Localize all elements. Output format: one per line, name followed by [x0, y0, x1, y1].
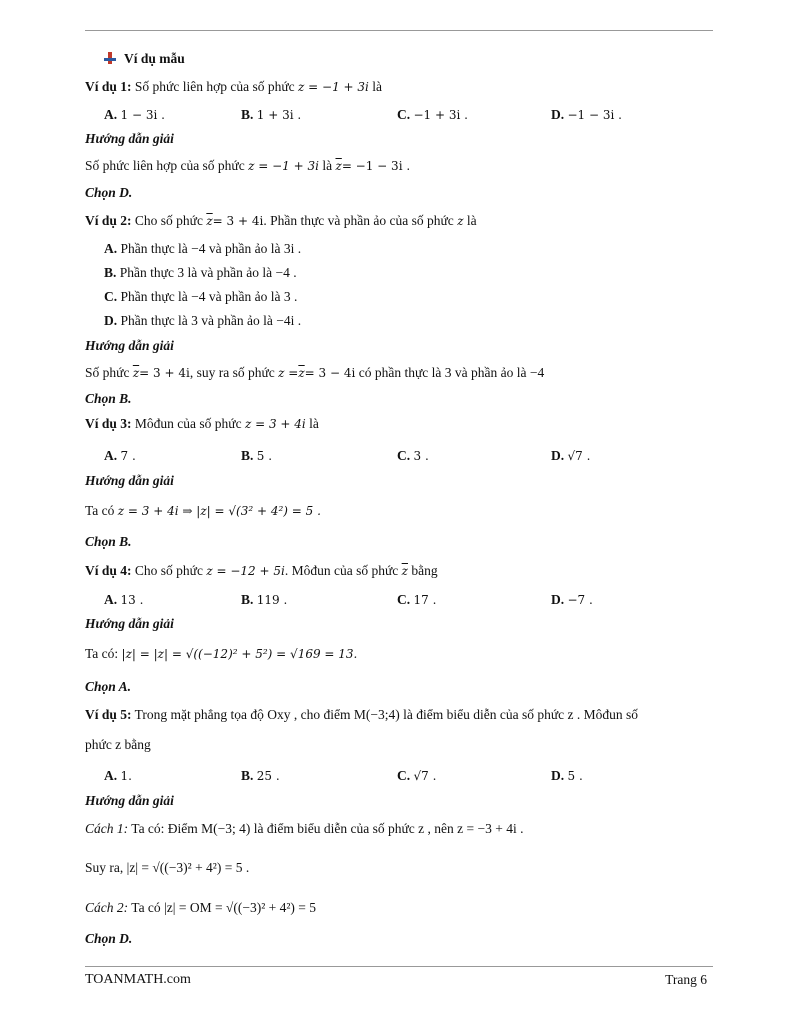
ex3-question: Ví dụ 3: Môđun của số phức z = 3 + 4i là — [85, 416, 319, 431]
ex1-option-c[interactable]: C. −1 + 3i . — [397, 107, 468, 122]
bullet-icon — [104, 52, 116, 64]
ex2-option-b[interactable]: B. Phần thực 3 là và phần ảo là −4 . — [104, 265, 297, 280]
ex5-question-cont: phức z bằng — [85, 737, 151, 752]
ex3-option-a[interactable]: A. 7 . — [104, 448, 136, 463]
ex3-option-c[interactable]: C. 3 . — [397, 448, 429, 463]
ex1-solution: Số phức liên hợp của số phức z = −1 + 3i là $\overline{z}= -1 - 3i$ . — [85, 158, 411, 173]
ex5-guide-heading: Hướng dẫn giải — [85, 793, 174, 808]
ex5-answer: Chọn D. — [85, 931, 133, 946]
footer-rule — [85, 966, 713, 967]
ex5-method1: Cách 1: Ta có: Điểm M(−3; 4) là điểm biểu diễn của số phức z , nên z = −3 + 4i . — [85, 821, 524, 836]
ex5-method1-result: Suy ra, |z| = √((−3)² + 4²) = 5 . — [85, 860, 250, 875]
ex4-option-d[interactable]: D. −7 . — [551, 592, 593, 607]
ex4-solution: Ta có: |z| = |z| = √((−12)² + 5²) = √169 = 13. — [85, 646, 358, 661]
ex5-method2: Cách 2: Ta có |z| = OM = √((−3)² + 4²) = 5 — [85, 900, 317, 915]
ex2-guide-heading: Hướng dẫn giải — [85, 338, 174, 353]
top-rule — [85, 30, 713, 31]
ex1-answer: Chọn D. — [85, 185, 133, 200]
ex2-option-a[interactable]: A. Phần thực là −4 và phần ảo là 3i . — [104, 241, 302, 256]
ex1-option-b[interactable]: B. 1 + 3i . — [241, 107, 302, 122]
ex1-guide-heading: Hướng dẫn giải — [85, 131, 174, 146]
ex5-option-d[interactable]: D. 5 . — [551, 768, 583, 783]
ex3-guide-heading: Hướng dẫn giải — [85, 473, 174, 488]
ex4-option-c[interactable]: C. 17 . — [397, 592, 437, 607]
ex4-guide-heading: Hướng dẫn giải — [85, 616, 174, 631]
ex1-question: Ví dụ 1: Số phức liên hợp của số phức z = −1 + 3i là — [85, 79, 382, 94]
ex5-option-b[interactable]: B. 25 . — [241, 768, 280, 783]
ex1-option-a[interactable]: A. 1 − 3i . — [104, 107, 165, 122]
ex3-option-d[interactable]: D. √7 . — [551, 448, 591, 463]
ex4-option-a[interactable]: A. 13 . — [104, 592, 144, 607]
ex2-answer: Chọn B. — [85, 391, 132, 406]
ex2-option-c[interactable]: C. Phần thực là −4 và phần ảo là 3 . — [104, 289, 298, 304]
ex2-question: Ví dụ 2: Cho số phức $\overline{z}= 3 + 4i$. Phần thực và phần ảo của số phức z là — [85, 213, 477, 228]
ex1-option-d[interactable]: D. −1 − 3i . — [551, 107, 622, 122]
ex3-option-b[interactable]: B. 5 . — [241, 448, 273, 463]
footer-site[interactable]: TOANMATH.com — [85, 972, 191, 987]
ex5-question: Ví dụ 5: Trong mặt phẳng tọa độ Oxy , cho điểm M(−3;4) là điểm biểu diễn của số phức z . Môđun số — [85, 707, 639, 722]
ex2-solution: Số phức $\overline{z}= 3 + 4i$, suy ra số phức $z =\overline{z}= 3 - 4i$ có phần thực là 3 và phần ảo là −4 — [85, 365, 545, 380]
ex3-answer: Chọn B. — [85, 534, 132, 549]
ex5-option-c[interactable]: C. √7 . — [397, 768, 437, 783]
ex4-question: Ví dụ 4: Cho số phức z = −12 + 5i. Môđun của số phức $\overline{z}$ bằng — [85, 563, 438, 578]
section-heading: Ví dụ mẫu — [104, 50, 185, 68]
ex4-option-b[interactable]: B. 119 . — [241, 592, 288, 607]
ex4-answer: Chọn A. — [85, 679, 132, 694]
ex3-solution: Ta có z = 3 + 4i ⇒ |z| = √(3² + 4²) = 5 . — [85, 503, 321, 518]
ex5-option-a[interactable]: A. 1. — [104, 768, 132, 783]
footer-page-number: Trang 6 — [665, 972, 707, 987]
ex2-option-d[interactable]: D. Phần thực là 3 và phần ảo là −4i . — [104, 313, 302, 328]
